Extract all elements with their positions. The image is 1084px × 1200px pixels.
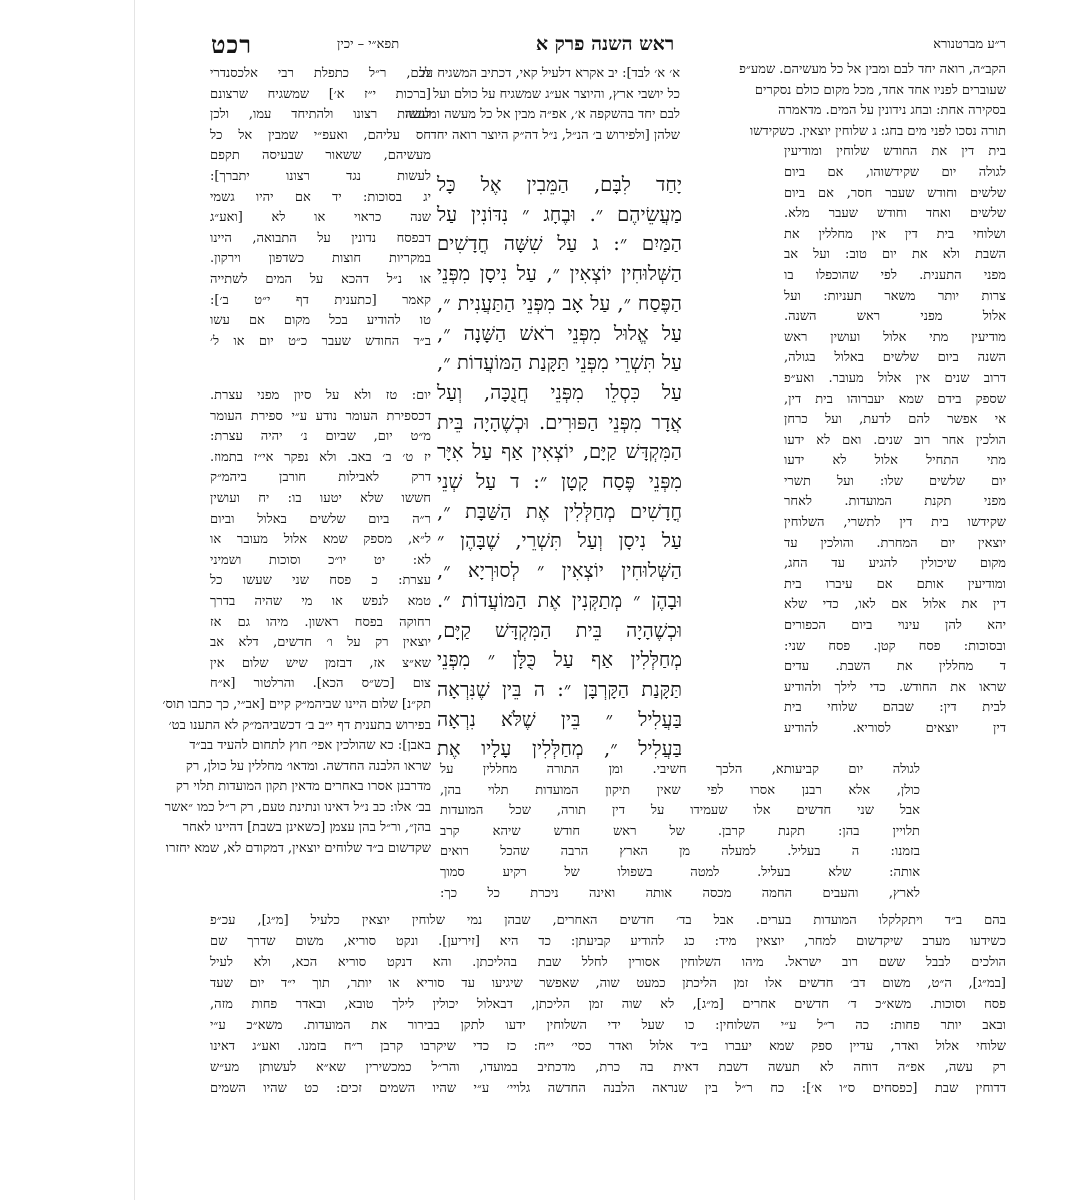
- tiferet-yisrael-bottom-block: [210, 910, 1006, 1170]
- bartenura-line: בסקירה אחת: ובחג נידונין על המים. מדאמרה: [778, 103, 1006, 119]
- mishna-line: הַשְּׁלוּחִין יוֹצְאִין ״ לְסוּרְיָא ״,: [437, 559, 682, 583]
- mishna-line: מַעֲשֵׂיהֶם ״. וּבֶחָג ״ נִדּוֹנִין עַל: [437, 202, 682, 226]
- commentary-line: יוצאין רק על ו׳ חדשים, דלא אב: [210, 635, 431, 651]
- commentary-line: ובאב יותר פחות: כה ר״ל ע״י השלוחין: כו שעל ידי השלוחין ידעו לתקן בבירור את המועדות. משא״כ ע״י: [210, 1018, 1006, 1033]
- commentary-line: כשידעו מערב שיקדשום למחר, יוצאין מיד: כג להודיע קביעתן: כד היא [זיריען]. ונקט סוריא, משום שדרך שם: [210, 934, 1006, 949]
- commentary-line: טו להודיע בכל מקום אם עשו: [210, 313, 431, 329]
- mishna-line: הַפֶּסַח ״, עַל אָב מִפְּנֵי הַתַּעֲנִית ״,: [437, 291, 682, 315]
- commentary-line: שנה כראוי או לא [ואע״ג: [210, 210, 431, 226]
- mishna-line: הַמַּיִם ״: ג עַל שִׁשָּׁה חֳדָשִׁים: [437, 232, 682, 256]
- commentary-line: בב׳ אלו: כב נ״ל דאינו ונתינת טעם, רק ר״ל כמו ״אשר: [164, 799, 431, 815]
- commentary-line: דבפסח נדונין על התבואה, היינו: [210, 230, 431, 246]
- bartenura-line: אבל שני חדשים אלו שעמידו על דין תורה, שכל המועדות: [440, 803, 920, 819]
- mishna-line: עַל תִּשְׁרֵי מִפְּנֵי תַּקָּנַת הַמּוֹעֲדוֹת ״,: [437, 351, 682, 375]
- mishna-text-block: [437, 170, 682, 760]
- commentary-line: חששו שלא יטעו בו: יח ועושין: [210, 490, 431, 506]
- bartenura-line: ובסוכות: פסח קטן. פסח שני:: [784, 638, 1006, 654]
- bartenura-commentary-column: [739, 60, 1006, 762]
- commentary-line: יום: טז ולא על סיון מפני עצרת.: [210, 388, 431, 403]
- commentary-line: שלוחי אלול ואדר, עדיין ספק שמא יעברו ב״ד אלול ואדר כסי׳ י״ח: כז כדי שיקרבו קרבן ר״ח בזמנו. ואע״ג דאינו: [210, 1039, 1006, 1054]
- commentary-label-right: ר״ע מברטנורא: [933, 37, 1006, 52]
- mishna-line: בַּעֲלִיל ״ בֵּין שֶׁלֹּא נִרְאָה: [437, 707, 682, 731]
- bartenura-line: לארץ, והעבים החמה מכסה אותה ואינה ניכרת כל כך:: [440, 885, 920, 901]
- folio-number: רכט: [211, 30, 253, 59]
- commentary-line: שראו הלבנה החדשה. ומדאו׳ מחללין על כולן, רק: [185, 758, 431, 774]
- commentary-line: דדוחין שבת [כפסחים ס״ו א׳]: כח ר״ל בין שנראה הלבנה החדשה גלויי׳ ע״י שהיו השמים זכים: כט שהיו השמים: [210, 1081, 1006, 1096]
- bartenura-line: יהא להן עינוי ביום הכפורים: [784, 618, 1006, 634]
- bartenura-line: מפני תקנת המועדות. לאחר: [784, 494, 1006, 510]
- bartenura-line: ומודיעין אותם אם עיברו בית: [784, 576, 1006, 592]
- commentary-line: קאמר [כתענית דף י״ט ב׳]:: [210, 292, 431, 308]
- commentary-label-left: תפא״י – יכין: [337, 37, 400, 52]
- commentary-line: לעשות נגד רצונו יתברך]:: [210, 168, 431, 184]
- commentary-line: מעשיהם, ששאור שבעיסה תקפם: [210, 148, 431, 164]
- commentary-line: [במ״ג], ה״ט, משום דב׳ חדשים אלו זמן הליכתן כמעט שוה, שאפשר שיגיעו עד סוריא או יותר, תוך י״ד יום שעד: [210, 976, 1006, 991]
- bartenura-line: דין את אלול אם לאו, כדי שלא: [784, 597, 1006, 613]
- mishna-line: הַשְּׁלוּחִין יוֹצְאִין ״, עַל נִיסָן מִפְּנֵי: [437, 262, 682, 286]
- commentary-line: יז ט׳ ב׳ באב. ולא נפקר אי״ז בתמוז.: [210, 449, 431, 465]
- bartenura-line: אי אפשר להם לדעת, ועל כרחן: [784, 412, 1006, 428]
- commentary-line: בהם ב״ד ויתקלקלו המועדות בערים. אבל בד׳ חדשים האחרים, שבהן נמי שלוחין יוצאין כלעיל [מ״ג], עכ״פ: [210, 913, 1006, 928]
- commentary-line: [ברכות י״ז א׳] שמשגיח שרצונם: [210, 86, 431, 102]
- bartenura-line: לבית דין: שבהם שלוחי בית: [784, 700, 1006, 716]
- mishna-line: עַל אֱלוּל מִפְּנֵי רֹאשׁ הַשָּׁנָה ״,: [437, 321, 682, 345]
- bartenura-line: בזמנו: ה בעליל. למעלה מן הארץ הרבה שהכל רואים: [440, 844, 920, 860]
- bartenura-line: אותה: שלא בעליל. למטה בשפולו של רקיע סמוך: [440, 864, 920, 880]
- commentary-line: שא״צ אז, דבזמן שיש שלום אין: [210, 655, 431, 671]
- mishna-line: וּבָהֶן ״ מְתַקְּנִין אֶת הַמּוֹעֲדוֹת ״.: [437, 588, 682, 612]
- tiferet-yisrael-upper-column: [210, 64, 431, 374]
- bartenura-line: שראו את החודש. כדי לילך ולהודיע: [784, 679, 1006, 695]
- mishna-line: עַל כִּסְלֵו מִפְּנֵי חֲנֻכָּה, וְעַל: [437, 380, 682, 404]
- commentary-line: מ״ט יום, שביום נ׳ יהיה עצרת:: [210, 429, 431, 445]
- mishna-line: עַל נִיסָן וְעַל תִּשְׁרֵי, שֶׁבָּהֶן ״: [437, 529, 682, 553]
- mishna-line: בַּעֲלִיל ״, מְחַלְּלִין עָלָיו אֶת: [437, 737, 682, 761]
- bartenura-line: יוצאין יום המחרת. והולכין עד: [784, 535, 1006, 551]
- bartenura-line: אלול מפני ראש השנה.: [784, 309, 1006, 325]
- mishna-line: מְחַלְּלִין אַף עַל כֻּלָּן ״ מִפְּנֵי: [437, 648, 682, 672]
- commentary-line: או נ״ל דהכא על המים לשתייה: [210, 271, 431, 287]
- commentary-line: יג בסוכות: יד אם יהיו גשמי: [210, 189, 431, 205]
- bartenura-line: שלשים ואחד וחודש שעבר מלא.: [784, 206, 1006, 222]
- bartenura-line: יום שלשים שלו: ועל תשרי: [784, 473, 1006, 489]
- tiferet-yisrael-lower-column: [162, 386, 431, 936]
- commentary-line: דרק לאבילות חורבן ביהמ״ק: [210, 470, 431, 486]
- commentary-line: בהן״, ור״ל בהן עצמן [כשאינן בשבת] דהיינו לאחר: [182, 820, 431, 836]
- bartenura-line: מתי התחיל אלול לא ידעו: [784, 453, 1006, 469]
- commentary-line: לבם יחד בהשקפה א׳, אפ״ה מבין אל כל מעשה ומעשה: [405, 107, 680, 123]
- mishna-line: מִפְּנֵי פֶּסַח קָטָן ״: ד עַל שְׁנֵי: [437, 470, 682, 494]
- bartenura-line: שעוברים לפניו אחד אחד, מכל מקום כולם נסקרים: [754, 82, 1006, 98]
- commentary-line: רק עשה, אפ״ה דוחה לא תעשה דשבת דאית בה כרת, מדכתיב במועדו, והר״ל כמכשירין שא״א לעשותן מע״ש: [210, 1060, 1006, 1075]
- bartenura-line: דרוב שנים אין אלול מעובר. ואע״פ: [784, 370, 1006, 386]
- mishna-line: יָחַד לִבָּם, הַמֵּבִין אֶל כָּל: [437, 173, 682, 196]
- bartenura-line: לגולה יום שקידשוהו, אם ביום: [784, 164, 1006, 180]
- bartenura-line: הקב״ה, רואה יחד לבם ומבין אל כל מעשיהם. שמע״פ: [739, 62, 1006, 77]
- bartenura-continuation-block: [440, 760, 920, 910]
- commentary-line: דכספירת העומר נודע ע״י ספירת העומר: [210, 408, 431, 424]
- bartenura-line: תלויין בהן: תקנת קרבן. של ראש חודש שיהא קרב: [440, 823, 920, 839]
- bartenura-line: שלשים וחודש שעבר חסר, אם ביום: [784, 185, 1006, 201]
- bartenura-line: דין יוצאים לסוריא. להודיע: [784, 721, 1006, 736]
- bartenura-line: לגולה יום קביעותא, הלכך חשיבי. ומן התורה מחללין על: [440, 762, 920, 777]
- mishna-line: תַּקָּנַת הַקָּרְבָּן ״: ה בֵּין שֶׁנִּרְאָה: [437, 677, 682, 701]
- commentary-line: כל יושבי ארץ, והיוצר אע״ג שמשגיח על כולם ועל: [433, 86, 680, 102]
- bartenura-line: שספק בידם שמא יעברוהו בית דין,: [784, 391, 1006, 407]
- bartenura-line: בית דין את החודש שלוחין ומודיעין: [784, 144, 1006, 160]
- mishna-line: הַמִּקְדָּשׁ קַיָּם, יוֹצְאִין אַף עַל אִיָּר: [437, 440, 682, 464]
- bartenura-line: ד מחללין את השבת. עדים: [784, 659, 1006, 675]
- commentary-line: טמא לנפש או מי שהיה בדרך: [210, 593, 431, 609]
- mishna-line: אֲדָר מִפְּנֵי הַפּוּרִים. וּכְשֶׁהָיָה בֵּית: [437, 410, 682, 434]
- bartenura-line: ושלוחי בית דין אין מחללין את: [784, 226, 1006, 242]
- bartenura-line: תורה נסכו לפני מים בחג: ג שלוחין יוצאין. כשקידשו: [749, 123, 1006, 139]
- commentary-line: ב״ד החודש שעבר כ״ט יום או ל׳: [210, 333, 431, 349]
- commentary-line: חס עליהם, ואעפ״י שמבין אל כל: [210, 127, 431, 143]
- tiferet-yisrael-top-block: [405, 64, 680, 158]
- commentary-line: שלהן [ולפירוש ב׳ הנ״ל, נ״ל דה״ק היוצר רואה יחד: [430, 127, 680, 143]
- commentary-line: הולכים לבבל ששם רוב ישראל. מיהו השלוחין אסורין לחלל שבת בהליכתן. והא דנקט סוריא הכא, ולא לעיל: [210, 955, 1006, 970]
- bartenura-line: השבת ולא את יום טוב: ועל אב: [784, 247, 1006, 263]
- commentary-line: באבן]: כא שהולכין אפי׳ חוץ לתחום להעיד בב״ד: [189, 738, 431, 754]
- bartenura-line: מודיעין מתי אלול ועושין ראש: [784, 329, 1006, 345]
- commentary-line: ל״א, מספק שמא אלול מעובר או: [210, 532, 431, 548]
- commentary-line: פסח וסוכות. משא״כ ד׳ חדשים אחרים [מ״ג], לא שוה זמן הליכתן, דבאלול יכולין לילך טובא, ובאדר פחות מזה,: [210, 997, 1006, 1012]
- commentary-line: במקריות חוצות כשדפון וירקון.: [210, 251, 431, 267]
- document-page: [134, 0, 1084, 1200]
- bartenura-line: צרות יותר משאר תעניות: ועל: [784, 288, 1006, 304]
- commentary-line: צום [כש״ס הכא]. והרלטור [א״ח: [210, 676, 431, 692]
- mishna-line: וּכְשֶׁהָיָה בֵּית הַמִּקְדָּשׁ קַיָּם,: [437, 618, 682, 642]
- commentary-line: לעשות רצונו ולהתיחד עמו, ולכן: [210, 107, 431, 123]
- bartenura-line: שקידשו בית דין לתשרי, השלוחין: [784, 515, 1006, 531]
- commentary-line: א׳ א׳ לבד]: יב אקרא דלעיל קאי, דכתיב המשגיח על: [419, 66, 680, 81]
- commentary-line: עצרת: כ פסח שני שעשו כל: [210, 573, 431, 589]
- bartenura-line: כולן, אלא רבנן אסרו לפי שאין תיקון המועדות תלוי בהן,: [440, 782, 920, 798]
- commentary-line: שקדשום ב״ד שלוחים יוצאין, דמקודם לא, שמא יחזרו: [165, 841, 431, 857]
- commentary-line: לבם, ר״ל כתפלת רבי אלכסנדרי: [210, 66, 431, 81]
- commentary-line: לא: יט יו״כ וסוכות ושמיני: [210, 552, 431, 568]
- mishna-line: חֳדָשִׁים מְחַלְּלִין אֶת הַשַּׁבָּת ״,: [437, 499, 682, 523]
- bartenura-line: השנה ביום שלשים באלול בגולה,: [784, 350, 1006, 366]
- bartenura-line: הולכין אחר רוב שנים. ואם לא ידעו: [784, 432, 1006, 448]
- commentary-line: תק״נ] שלום היינו שביהמ״ק קיים [אב״י, כך כתבו תוס׳: [162, 696, 431, 712]
- bartenura-line: מקום שיכולין להגיע עד החג,: [784, 556, 1006, 572]
- bartenura-line: מפני התענית. לפי שהוכפלו בו: [784, 267, 1006, 283]
- chapter-title: ראש השנה פרק א: [535, 33, 675, 55]
- commentary-line: רחוקה בפסח ראשון. מיהו גם אז: [210, 614, 431, 630]
- commentary-line: בפירוש בתענית דף י״ב ב׳ דכשביהמ״ק לא התענו בט׳: [168, 717, 431, 733]
- commentary-line: ר״ה ביום שלשים באלול וביום: [210, 511, 431, 527]
- commentary-line: מדרבנן אסרו באחרים מדאין תקון המועדות תלוי רק: [175, 779, 431, 795]
